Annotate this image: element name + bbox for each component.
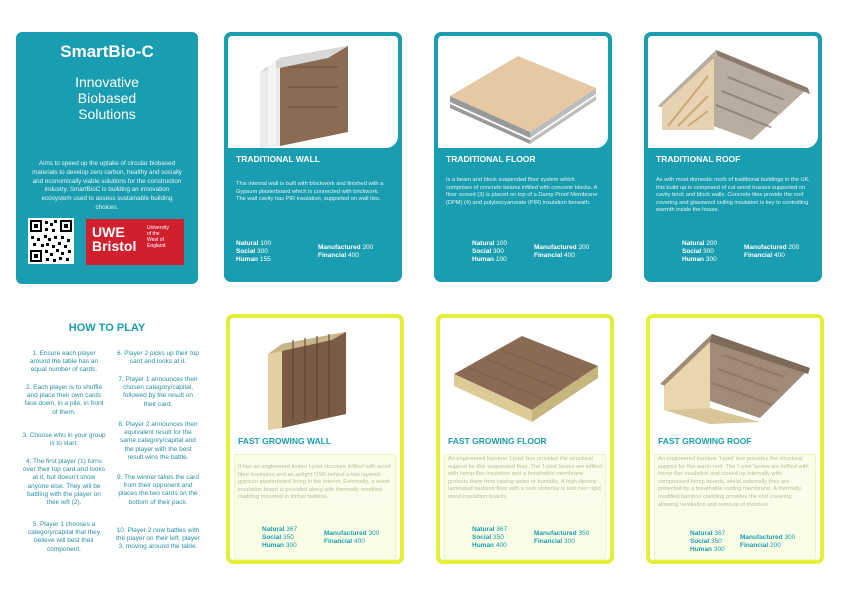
card-description: This internal wall is built with blockwork and finished with a Gypsum plasterboard which is connected with brickwork. The wall cavity has PIR insulation, supported on wall ties. bbox=[236, 181, 384, 203]
rule-item: 7. Player 1 announces their chosen category/capital, followed by the result on their card. bbox=[118, 376, 198, 408]
stat-natural: 367 bbox=[286, 526, 298, 533]
stat-natural: 367 bbox=[714, 530, 726, 537]
stat-manufactured: 300 bbox=[368, 530, 380, 537]
stat-human: 400 bbox=[495, 542, 507, 549]
rule-item: 2. Each player is to shuffle and place their own cards face down, in a pile, in front of them. bbox=[24, 384, 104, 416]
stat-human: 100 bbox=[495, 256, 507, 263]
traditional-floor-card[interactable] bbox=[434, 32, 612, 282]
card-title: TRADITIONAL ROOF bbox=[656, 154, 741, 164]
stat-label: Financial bbox=[740, 542, 769, 549]
stat-financial: 200 bbox=[770, 542, 781, 549]
rule-item: 9. The winner takes the card from their opponent and places the two cards on the bottom of their pack. bbox=[117, 474, 199, 506]
stat-financial: 400 bbox=[348, 252, 359, 259]
how-to-play-title: HOW TO PLAY bbox=[68, 322, 146, 334]
stat-label: Natural bbox=[262, 526, 285, 533]
card-description: An engineered bamboo 'I-joist' box provides the structural support for this suspended floor. The 'I-joist' boxes are infilled with hemp-flax insulation and a breathable membrane protects them from raising water or humidity. A high-density laminated bamboo floor with a cork underlay is laid over rigid wood insulation boards. bbox=[448, 456, 602, 500]
qr-code-icon bbox=[28, 218, 74, 264]
stat-label: Natural bbox=[682, 240, 705, 247]
stat-label: Manufactured bbox=[534, 530, 577, 537]
card-title: FAST GROWING WALL bbox=[238, 436, 332, 446]
stat-label: Human bbox=[472, 256, 495, 263]
stat-label: Natural bbox=[472, 526, 495, 533]
stat-human: 300 bbox=[713, 546, 725, 553]
stat-manufactured: 300 bbox=[784, 534, 796, 541]
fast-growing-roof-image bbox=[650, 318, 820, 430]
traditional-wall-card[interactable] bbox=[224, 32, 402, 282]
uwe-bristol-logo bbox=[86, 219, 184, 265]
stat-human: 300 bbox=[705, 256, 717, 263]
stat-label: Social bbox=[236, 248, 256, 255]
stat-natural: 100 bbox=[496, 240, 508, 247]
intro-aim-text: Aims to speed up the uptake of circular biobased materials to develop zero carbon, healthy and socially and economically viable solutions for the construction industry. SmartBioC is building an innovation ecosystem used to assess sustainable building choices. bbox=[32, 160, 182, 211]
fast-growing-wall-card[interactable] bbox=[226, 314, 404, 564]
rule-item: 3. Choose who in your group is to start. bbox=[22, 432, 106, 448]
stat-social: 350 bbox=[282, 534, 294, 541]
stat-label: Manufactured bbox=[740, 534, 783, 541]
card-description: It has an engineered timber I-joist structure infilled with wood fibre insulation and an airtight OSB behind a two layered gypsum plasterboard lining in the interior. Externally, a wood insulation board is provided along with thermally modified cladding mounted in timber battens. bbox=[238, 464, 391, 501]
stat-financial: 400 bbox=[564, 252, 575, 259]
logo-side-line: of the bbox=[147, 231, 160, 237]
stat-natural: 367 bbox=[496, 526, 508, 533]
stat-label: Human bbox=[262, 542, 285, 549]
stat-label: Manufactured bbox=[318, 244, 361, 251]
rule-item: 10. Player 2 now battles with the player on their left, player 3, moving around the table. bbox=[116, 527, 200, 551]
stat-manufactured: 200 bbox=[362, 244, 374, 251]
subtitle-line: Solutions bbox=[78, 106, 136, 122]
fast-growing-floor-image bbox=[440, 318, 610, 430]
stat-label: Human bbox=[236, 256, 259, 263]
stat-financial: 400 bbox=[354, 538, 365, 545]
stat-manufactured: 200 bbox=[578, 244, 590, 251]
fast-growing-roof-card[interactable] bbox=[646, 314, 824, 564]
fast-growing-wall-image bbox=[230, 318, 400, 430]
stat-social: 350 bbox=[492, 534, 504, 541]
logo-side-line: University bbox=[147, 225, 169, 231]
card-title: FAST GROWING FLOOR bbox=[448, 436, 547, 446]
card-description: Is a beam and block suspended floor system which comprises of concrete beams infilled with concrete blocks. A floor screed (3) is placed on top of a Damp Proof Membrane (DPM) (4) and polyisocyanurate (PIR) insulation beneath. bbox=[446, 177, 598, 206]
stat-label: Natural bbox=[690, 530, 713, 537]
logo-text: Bristol bbox=[92, 238, 137, 254]
stat-label: Natural bbox=[472, 240, 495, 247]
rule-item: 8. Player 2 announces their equivalent result for the same category/capital and the player with the best result wins the battle. bbox=[118, 421, 198, 461]
stat-label: Social bbox=[262, 534, 282, 541]
card-title: TRADITIONAL WALL bbox=[236, 154, 320, 164]
fast-growing-floor-card[interactable] bbox=[436, 314, 614, 564]
stat-label: Human bbox=[682, 256, 705, 263]
stat-social: 300 bbox=[256, 248, 268, 255]
stat-label: Social bbox=[682, 248, 702, 255]
stat-label: Financial bbox=[534, 538, 563, 545]
stat-natural: 100 bbox=[260, 240, 272, 247]
stat-human: 300 bbox=[285, 542, 297, 549]
card-title: TRADITIONAL FLOOR bbox=[446, 154, 536, 164]
traditional-wall-image bbox=[228, 36, 398, 148]
stat-label: Human bbox=[690, 546, 713, 553]
card-description: As with most domestic roofs of traditional buildings in the UK, this build up is composed of cut wood trusses supported on cavity brick and block walls. Concrete tiles provide the roof covering and glasswool ceiling insulation is key to controlling warmth inside the house. bbox=[656, 177, 810, 214]
stat-social: 300 bbox=[702, 248, 714, 255]
card-description: An engineered bamboo 'I-joist' box provides the structural support for this warm roof. The 'I-joist' boxes are infilled with hemp-flax insulation and closed up internally with compressed hemp boards, whilst externally they are protected by a breathable roofing membrane. A thermally modified bamboo cladding provides the roof covering allowing ventilation and removal of moisture. bbox=[658, 456, 812, 509]
stat-label: Financial bbox=[324, 538, 353, 545]
logo-side-line: England bbox=[147, 243, 166, 249]
traditional-floor-image bbox=[438, 36, 608, 148]
stat-social: 300 bbox=[492, 248, 504, 255]
stat-financial: 300 bbox=[564, 538, 575, 545]
rule-item: 6. Player 2 picks up their top card and looks at it. bbox=[116, 350, 199, 366]
stat-label: Social bbox=[690, 538, 710, 545]
intro-subtitle bbox=[16, 74, 198, 122]
stat-manufactured: 350 bbox=[578, 530, 590, 537]
stat-natural: 200 bbox=[706, 240, 718, 247]
stat-label: Financial bbox=[318, 252, 347, 259]
rule-item: 4. The first player (1) turns over their top card and looks at it, but doesn't show anyone else. They will be battling with the player on their left (2). bbox=[22, 458, 106, 507]
logo-side-line: West of bbox=[147, 237, 164, 243]
subtitle-line: Biobased bbox=[77, 90, 137, 106]
stat-label: Natural bbox=[236, 240, 259, 247]
stat-social: 350 bbox=[710, 538, 722, 545]
rule-item: 5. Player 1 chooses a category/capital that they believe will best their component. bbox=[27, 521, 101, 553]
stat-label: Social bbox=[472, 534, 492, 541]
stat-label: Manufactured bbox=[534, 244, 577, 251]
stat-label: Manufactured bbox=[744, 244, 787, 251]
intro-card bbox=[16, 32, 198, 284]
stat-label: Financial bbox=[744, 252, 773, 259]
stat-label: Human bbox=[472, 542, 495, 549]
card-title: FAST GROWING ROOF bbox=[658, 436, 752, 446]
stat-label: Social bbox=[472, 248, 492, 255]
stat-financial: 400 bbox=[774, 252, 785, 259]
logo-text: UWE bbox=[92, 224, 125, 240]
brand-title: SmartBio-C bbox=[60, 42, 154, 61]
logo-side-text bbox=[147, 225, 183, 249]
stat-label: Manufactured bbox=[324, 530, 367, 537]
traditional-roof-image bbox=[648, 36, 818, 148]
stat-label: Financial bbox=[534, 252, 563, 259]
stat-human: 155 bbox=[259, 256, 271, 263]
rule-item: 1. Ensure each player around the table has an equal number of cards. bbox=[29, 350, 99, 374]
stat-manufactured: 200 bbox=[788, 244, 800, 251]
traditional-roof-card[interactable] bbox=[644, 32, 822, 282]
subtitle-line: Innovative bbox=[75, 74, 139, 90]
